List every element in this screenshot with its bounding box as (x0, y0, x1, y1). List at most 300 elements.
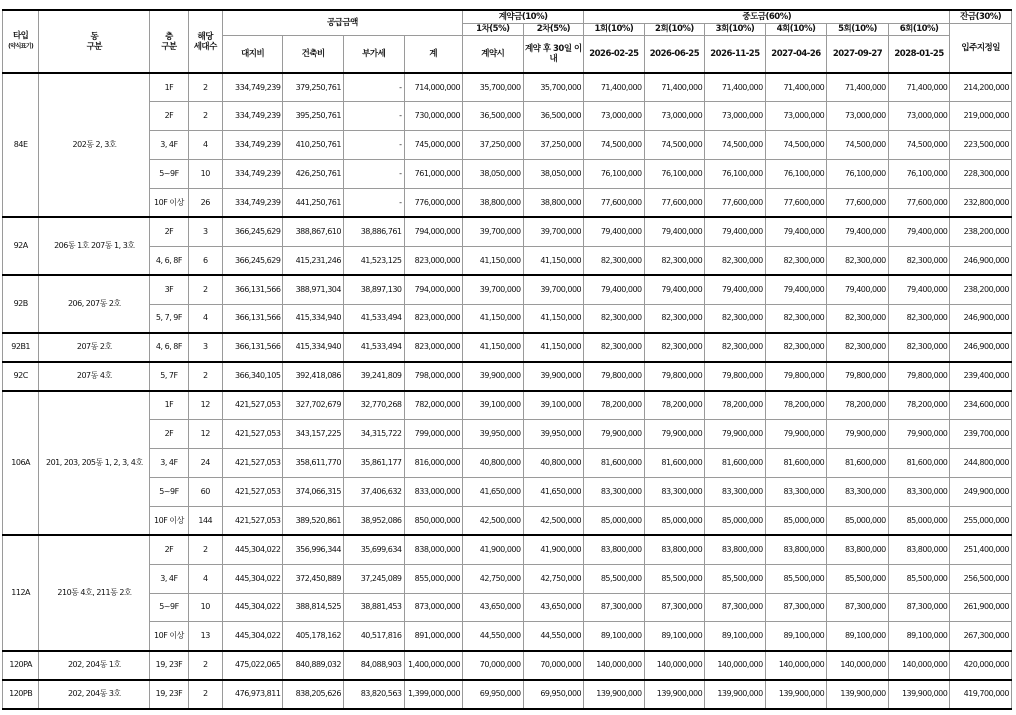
units-cell: 12 (188, 391, 222, 420)
mid-5-cell: 76,100,000 (827, 160, 889, 189)
floor-cell: 10F 이상 (150, 622, 188, 651)
mid-1-cell: 79,800,000 (584, 362, 645, 391)
floor-cell: 2F (150, 217, 188, 246)
dep2-cell: 44,550,000 (523, 622, 584, 651)
type-cell: 92C (3, 362, 39, 391)
mid-6-cell: 87,300,000 (888, 593, 950, 622)
mid-2-cell: 83,300,000 (644, 477, 705, 506)
dep1-cell: 37,250,000 (463, 131, 524, 160)
mid-5-cell: 79,900,000 (827, 420, 889, 449)
header-mid-2: 2회(10%) (644, 23, 705, 35)
units-cell: 2 (188, 535, 222, 564)
total-cell: 730,000,000 (404, 102, 463, 131)
mid-1-cell: 76,100,000 (584, 160, 645, 189)
balance-cell: 223,500,000 (950, 131, 1012, 160)
floor-cell: 5~9F (150, 593, 188, 622)
mid-3-cell: 139,900,000 (705, 680, 766, 709)
dep1-cell: 41,900,000 (463, 535, 524, 564)
dong-cell: 206, 207동 2호 (39, 275, 150, 333)
balance-cell: 420,000,000 (950, 651, 1012, 680)
balance-cell: 238,200,000 (950, 217, 1012, 246)
balance-cell: 214,200,000 (950, 73, 1012, 102)
balance-cell: 228,300,000 (950, 160, 1012, 189)
vat-cell: 38,886,761 (343, 217, 404, 246)
mid-4-cell: 81,600,000 (765, 449, 827, 478)
mid-2-cell: 87,300,000 (644, 593, 705, 622)
balance-cell: 419,700,000 (950, 680, 1012, 709)
table-row (3, 449, 1012, 478)
table-row (3, 651, 1012, 680)
dep1-cell: 38,800,000 (463, 189, 524, 218)
dep2-cell: 41,150,000 (523, 304, 584, 333)
dep2-cell: 41,150,000 (523, 333, 584, 362)
mid-3-cell: 89,100,000 (705, 622, 766, 651)
dep2-cell: 39,100,000 (523, 391, 584, 420)
floor-cell: 10F 이상 (150, 189, 188, 218)
mid-2-cell: 76,100,000 (644, 160, 705, 189)
mid-6-cell: 79,400,000 (888, 217, 950, 246)
mid-6-cell: 71,400,000 (888, 73, 950, 102)
mid-3-cell: 82,300,000 (705, 246, 766, 275)
mid-6-cell: 73,000,000 (888, 102, 950, 131)
land-cell: 421,527,053 (222, 477, 283, 506)
total-cell: 838,000,000 (404, 535, 463, 564)
dep1-cell: 38,050,000 (463, 160, 524, 189)
price-table-container (2, 9, 1012, 710)
mid-3-cell: 74,500,000 (705, 131, 766, 160)
vat-cell: 41,533,494 (343, 333, 404, 362)
building-cell: 372,450,889 (283, 564, 344, 593)
balance-cell: 239,700,000 (950, 420, 1012, 449)
dep2-cell: 69,950,000 (523, 680, 584, 709)
floor-cell: 2F (150, 102, 188, 131)
dep2-cell: 38,050,000 (523, 160, 584, 189)
header-building: 건축비 (283, 35, 344, 73)
table-row (3, 535, 1012, 564)
land-cell: 445,304,022 (222, 564, 283, 593)
type-cell: 120PB (3, 680, 39, 709)
building-cell: 356,996,344 (283, 535, 344, 564)
floor-cell: 10F 이상 (150, 506, 188, 535)
dep2-cell: 37,250,000 (523, 131, 584, 160)
table-row (3, 391, 1012, 420)
header-floor-label: 층 (165, 31, 173, 42)
mid-2-cell: 85,500,000 (644, 564, 705, 593)
mid-6-cell: 83,300,000 (888, 477, 950, 506)
header-balance: 잔금(30%) (950, 10, 1012, 23)
mid-3-cell: 81,600,000 (705, 449, 766, 478)
dep1-cell: 39,100,000 (463, 391, 524, 420)
balance-cell: 219,000,000 (950, 102, 1012, 131)
mid-4-cell: 85,000,000 (765, 506, 827, 535)
mid-5-cell: 78,200,000 (827, 391, 889, 420)
mid-6-cell: 81,600,000 (888, 449, 950, 478)
building-cell: 358,611,770 (283, 449, 344, 478)
mid-6-cell: 89,100,000 (888, 622, 950, 651)
building-cell: 389,520,861 (283, 506, 344, 535)
total-cell: 873,000,000 (404, 593, 463, 622)
building-cell: 415,334,940 (283, 304, 344, 333)
mid-2-cell: 85,000,000 (644, 506, 705, 535)
type-cell: 112A (3, 535, 39, 651)
mid-1-cell: 77,600,000 (584, 189, 645, 218)
dep2-cell: 41,650,000 (523, 477, 584, 506)
floor-cell: 4, 6, 8F (150, 333, 188, 362)
mid-3-cell: 83,800,000 (705, 535, 766, 564)
dep1-cell: 70,000,000 (463, 651, 524, 680)
total-cell: 776,000,000 (404, 189, 463, 218)
floor-cell: 1F (150, 73, 188, 102)
building-cell: 410,250,761 (283, 131, 344, 160)
mid-5-cell: 85,000,000 (827, 506, 889, 535)
dep1-cell: 39,700,000 (463, 275, 524, 304)
mid-4-cell: 74,500,000 (765, 131, 827, 160)
floor-cell: 3F (150, 275, 188, 304)
mid-6-cell: 76,100,000 (888, 160, 950, 189)
balance-cell: 232,800,000 (950, 189, 1012, 218)
table-row (3, 160, 1012, 189)
dep2-cell: 36,500,000 (523, 102, 584, 131)
vat-cell: 38,897,130 (343, 275, 404, 304)
header-floor-sub: 구분 (161, 41, 177, 52)
building-cell: 388,814,525 (283, 593, 344, 622)
header-dong-label: 동 (90, 31, 99, 42)
dep1-cell: 42,500,000 (463, 506, 524, 535)
dep2-cell: 41,900,000 (523, 535, 584, 564)
header-mid-3: 3회(10%) (705, 23, 766, 35)
header-mid-date-2: 2026-06-25 (644, 35, 705, 73)
header-mid-4: 4회(10%) (765, 23, 827, 35)
dep2-cell: 39,700,000 (523, 275, 584, 304)
mid-2-cell: 74,500,000 (644, 131, 705, 160)
mid-4-cell: 79,400,000 (765, 217, 827, 246)
dep1-cell: 69,950,000 (463, 680, 524, 709)
land-cell: 334,749,239 (222, 102, 283, 131)
building-cell: 840,889,032 (283, 651, 344, 680)
header-floor (150, 10, 188, 73)
mid-1-cell: 139,900,000 (584, 680, 645, 709)
mid-6-cell: 85,500,000 (888, 564, 950, 593)
mid-2-cell: 79,900,000 (644, 420, 705, 449)
building-cell: 441,250,761 (283, 189, 344, 218)
dep1-cell: 41,150,000 (463, 246, 524, 275)
dep2-cell: 42,750,000 (523, 564, 584, 593)
dep1-cell: 36,500,000 (463, 102, 524, 131)
type-cell: 92B (3, 275, 39, 333)
vat-cell: 35,699,634 (343, 535, 404, 564)
mid-6-cell: 83,800,000 (888, 535, 950, 564)
land-cell: 445,304,022 (222, 622, 283, 651)
header-deposit: 계약금(10%) (463, 10, 584, 23)
header-units-label: 해당 (197, 31, 213, 42)
mid-4-cell: 87,300,000 (765, 593, 827, 622)
table-row (3, 189, 1012, 218)
mid-4-cell: 73,000,000 (765, 102, 827, 131)
mid-4-cell: 82,300,000 (765, 304, 827, 333)
total-cell: 782,000,000 (404, 391, 463, 420)
mid-1-cell: 82,300,000 (584, 333, 645, 362)
mid-5-cell: 74,500,000 (827, 131, 889, 160)
balance-cell: 261,900,000 (950, 593, 1012, 622)
land-cell: 366,131,566 (222, 333, 283, 362)
mid-5-cell: 79,800,000 (827, 362, 889, 391)
vat-cell: 41,533,494 (343, 304, 404, 333)
floor-cell: 4, 6, 8F (150, 246, 188, 275)
units-cell: 12 (188, 420, 222, 449)
mid-3-cell: 79,400,000 (705, 275, 766, 304)
mid-3-cell: 140,000,000 (705, 651, 766, 680)
units-cell: 6 (188, 246, 222, 275)
vat-cell: 41,523,125 (343, 246, 404, 275)
vat-cell: 34,315,722 (343, 420, 404, 449)
header-dep2-sub: 계약 후 30일 이내 (523, 35, 584, 73)
type-cell: 84E (3, 73, 39, 217)
mid-4-cell: 78,200,000 (765, 391, 827, 420)
building-cell: 395,250,761 (283, 102, 344, 131)
total-cell: 1,400,000,000 (404, 651, 463, 680)
mid-6-cell: 74,500,000 (888, 131, 950, 160)
mid-4-cell: 89,100,000 (765, 622, 827, 651)
header-mid-1: 1회(10%) (584, 23, 645, 35)
units-cell: 2 (188, 651, 222, 680)
balance-cell: 246,900,000 (950, 333, 1012, 362)
building-cell: 415,334,940 (283, 333, 344, 362)
table-row (3, 622, 1012, 651)
mid-4-cell: 85,500,000 (765, 564, 827, 593)
total-cell: 798,000,000 (404, 362, 463, 391)
mid-4-cell: 83,800,000 (765, 535, 827, 564)
dong-cell: 202, 204동 3호 (39, 680, 150, 709)
dep1-cell: 40,800,000 (463, 449, 524, 478)
mid-5-cell: 82,300,000 (827, 246, 889, 275)
total-cell: 799,000,000 (404, 420, 463, 449)
table-row (3, 102, 1012, 131)
dep2-cell: 39,700,000 (523, 217, 584, 246)
mid-4-cell: 71,400,000 (765, 73, 827, 102)
units-cell: 2 (188, 73, 222, 102)
floor-cell: 19, 23F (150, 680, 188, 709)
mid-1-cell: 79,900,000 (584, 420, 645, 449)
header-type-note: (약식표기) (8, 43, 34, 50)
land-cell: 421,527,053 (222, 449, 283, 478)
units-cell: 26 (188, 189, 222, 218)
balance-cell: 256,500,000 (950, 564, 1012, 593)
balance-cell: 238,200,000 (950, 275, 1012, 304)
building-cell: 838,205,626 (283, 680, 344, 709)
floor-cell: 3, 4F (150, 564, 188, 593)
header-mid-date-6: 2028-01-25 (888, 35, 950, 73)
mid-3-cell: 71,400,000 (705, 73, 766, 102)
header-vat: 부가세 (343, 35, 404, 73)
table-body (3, 73, 1012, 709)
vat-cell: - (343, 160, 404, 189)
land-cell: 334,749,239 (222, 131, 283, 160)
mid-1-cell: 81,600,000 (584, 449, 645, 478)
mid-3-cell: 82,300,000 (705, 304, 766, 333)
table-row (3, 333, 1012, 362)
dep2-cell: 42,500,000 (523, 506, 584, 535)
floor-cell: 1F (150, 391, 188, 420)
mid-6-cell: 140,000,000 (888, 651, 950, 680)
land-cell: 366,245,629 (222, 246, 283, 275)
mid-2-cell: 78,200,000 (644, 391, 705, 420)
type-cell: 120PA (3, 651, 39, 680)
building-cell: 388,971,304 (283, 275, 344, 304)
mid-5-cell: 82,300,000 (827, 333, 889, 362)
mid-3-cell: 82,300,000 (705, 333, 766, 362)
mid-5-cell: 85,500,000 (827, 564, 889, 593)
land-cell: 421,527,053 (222, 391, 283, 420)
total-cell: 761,000,000 (404, 160, 463, 189)
dep2-cell: 35,700,000 (523, 73, 584, 102)
mid-1-cell: 85,000,000 (584, 506, 645, 535)
total-cell: 891,000,000 (404, 622, 463, 651)
total-cell: 850,000,000 (404, 506, 463, 535)
mid-3-cell: 77,600,000 (705, 189, 766, 218)
dep2-cell: 38,800,000 (523, 189, 584, 218)
mid-6-cell: 79,400,000 (888, 275, 950, 304)
table-row (3, 217, 1012, 246)
type-cell: 92B1 (3, 333, 39, 362)
vat-cell: 84,088,903 (343, 651, 404, 680)
total-cell: 745,000,000 (404, 131, 463, 160)
mid-4-cell: 77,600,000 (765, 189, 827, 218)
units-cell: 144 (188, 506, 222, 535)
balance-cell: 249,900,000 (950, 477, 1012, 506)
dong-cell: 207동 2호 (39, 333, 150, 362)
mid-6-cell: 79,800,000 (888, 362, 950, 391)
header-mid-date-3: 2026-11-25 (705, 35, 766, 73)
floor-cell: 5, 7, 9F (150, 304, 188, 333)
balance-cell: 244,800,000 (950, 449, 1012, 478)
dep2-cell: 41,150,000 (523, 246, 584, 275)
vat-cell: 35,861,177 (343, 449, 404, 478)
header-units-sub: 세대수 (193, 41, 217, 52)
header-type (3, 10, 39, 73)
table-header (3, 10, 1012, 73)
total-cell: 833,000,000 (404, 477, 463, 506)
header-dep2: 2차(5%) (523, 23, 584, 35)
floor-cell: 2F (150, 535, 188, 564)
floor-cell: 2F (150, 420, 188, 449)
table-row (3, 506, 1012, 535)
table-row (3, 275, 1012, 304)
land-cell: 445,304,022 (222, 593, 283, 622)
mid-1-cell: 140,000,000 (584, 651, 645, 680)
dep1-cell: 41,150,000 (463, 304, 524, 333)
mid-1-cell: 87,300,000 (584, 593, 645, 622)
vat-cell: 39,241,809 (343, 362, 404, 391)
mid-3-cell: 87,300,000 (705, 593, 766, 622)
vat-cell: 40,517,816 (343, 622, 404, 651)
units-cell: 24 (188, 449, 222, 478)
land-cell: 366,340,105 (222, 362, 283, 391)
header-mid-date-4: 2027-04-26 (765, 35, 827, 73)
mid-5-cell: 71,400,000 (827, 73, 889, 102)
land-cell: 421,527,053 (222, 420, 283, 449)
land-cell: 334,749,239 (222, 189, 283, 218)
dep1-cell: 39,700,000 (463, 217, 524, 246)
mid-1-cell: 79,400,000 (584, 275, 645, 304)
mid-6-cell: 139,900,000 (888, 680, 950, 709)
building-cell: 392,418,086 (283, 362, 344, 391)
balance-cell: 234,600,000 (950, 391, 1012, 420)
mid-6-cell: 82,300,000 (888, 333, 950, 362)
mid-2-cell: 82,300,000 (644, 304, 705, 333)
header-middle: 중도금(60%) (584, 10, 950, 23)
mid-4-cell: 83,300,000 (765, 477, 827, 506)
land-cell: 475,022,065 (222, 651, 283, 680)
building-cell: 426,250,761 (283, 160, 344, 189)
total-cell: 855,000,000 (404, 564, 463, 593)
mid-2-cell: 83,800,000 (644, 535, 705, 564)
header-land: 대지비 (222, 35, 283, 73)
land-cell: 366,131,566 (222, 304, 283, 333)
header-dep1-sub: 계약시 (463, 35, 524, 73)
table-row (3, 477, 1012, 506)
total-cell: 816,000,000 (404, 449, 463, 478)
dep1-cell: 35,700,000 (463, 73, 524, 102)
mid-2-cell: 81,600,000 (644, 449, 705, 478)
mid-1-cell: 79,400,000 (584, 217, 645, 246)
balance-cell: 239,400,000 (950, 362, 1012, 391)
mid-2-cell: 79,400,000 (644, 275, 705, 304)
building-cell: 405,178,162 (283, 622, 344, 651)
header-type-label: 타입 (12, 31, 29, 41)
header-dep1: 1차(5%) (463, 23, 524, 35)
floor-cell: 19, 23F (150, 651, 188, 680)
dong-cell: 202, 204동 1호 (39, 651, 150, 680)
mid-1-cell: 89,100,000 (584, 622, 645, 651)
building-cell: 327,702,679 (283, 391, 344, 420)
mid-4-cell: 79,900,000 (765, 420, 827, 449)
floor-cell: 5~9F (150, 477, 188, 506)
mid-2-cell: 140,000,000 (644, 651, 705, 680)
supply-price-table (2, 9, 1012, 710)
building-cell: 388,867,610 (283, 217, 344, 246)
table-row (3, 246, 1012, 275)
balance-cell: 255,000,000 (950, 506, 1012, 535)
units-cell: 2 (188, 680, 222, 709)
mid-5-cell: 139,900,000 (827, 680, 889, 709)
mid-5-cell: 73,000,000 (827, 102, 889, 131)
dong-cell: 201, 203, 205동 1, 2, 3, 4호 (39, 391, 150, 535)
total-cell: 794,000,000 (404, 275, 463, 304)
mid-4-cell: 76,100,000 (765, 160, 827, 189)
land-cell: 334,749,239 (222, 160, 283, 189)
floor-cell: 5~9F (150, 160, 188, 189)
table-row (3, 680, 1012, 709)
header-dong (39, 10, 150, 73)
mid-5-cell: 82,300,000 (827, 304, 889, 333)
header-mid-5: 5회(10%) (827, 23, 889, 35)
dep1-cell: 41,650,000 (463, 477, 524, 506)
mid-3-cell: 85,000,000 (705, 506, 766, 535)
total-cell: 823,000,000 (404, 246, 463, 275)
mid-6-cell: 82,300,000 (888, 246, 950, 275)
balance-cell: 267,300,000 (950, 622, 1012, 651)
mid-1-cell: 74,500,000 (584, 131, 645, 160)
mid-2-cell: 79,400,000 (644, 217, 705, 246)
mid-5-cell: 89,100,000 (827, 622, 889, 651)
units-cell: 4 (188, 304, 222, 333)
building-cell: 343,157,225 (283, 420, 344, 449)
vat-cell: 32,770,268 (343, 391, 404, 420)
vat-cell: 37,406,632 (343, 477, 404, 506)
mid-2-cell: 77,600,000 (644, 189, 705, 218)
building-cell: 415,231,246 (283, 246, 344, 275)
mid-5-cell: 79,400,000 (827, 275, 889, 304)
